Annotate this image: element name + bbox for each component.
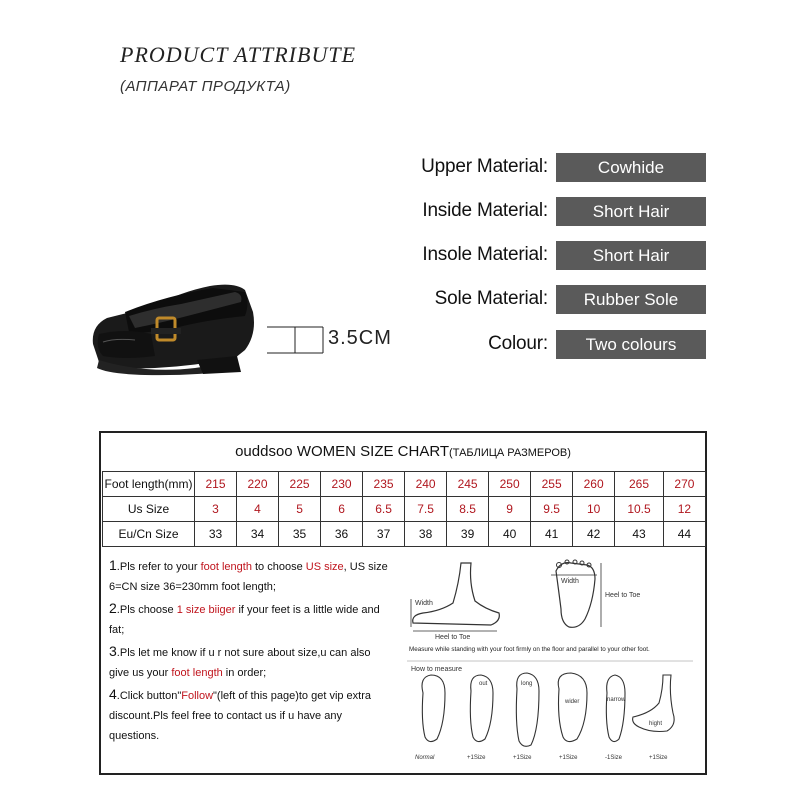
diagram-label-long: long [521, 681, 533, 687]
diagram-label-width: Width [415, 600, 433, 607]
diagram-label-wider: wider [565, 699, 580, 705]
table-cell: 34 [237, 522, 279, 547]
table-cell: 10 [573, 497, 615, 522]
attribute-label: Sole Material: [434, 288, 548, 309]
size-chart-title-en: ouddsoo WOMEN SIZE CHART [235, 443, 450, 460]
attribute-label: Inside Material: [422, 200, 548, 221]
table-row [103, 522, 706, 547]
attribute-value: Rubber Sole [556, 285, 706, 314]
note-text: "(left of this page)to get vip extra discount.Pls feel free to contact us if u have any questions. [109, 690, 372, 742]
table-cell: 255 [531, 472, 573, 497]
attribute-value: Two colours [556, 330, 706, 359]
note-2 [109, 598, 391, 640]
note-number: 4 [109, 686, 117, 702]
table-cell: 5 [279, 497, 321, 522]
table-cell: 7.5 [405, 497, 447, 522]
table-cell: 44 [663, 522, 705, 547]
top-foot-icon [556, 563, 595, 628]
note-text: to choose [251, 561, 306, 573]
attribute-row-colour [360, 330, 706, 359]
table-cell: 8.5 [447, 497, 489, 522]
table-cell: 215 [195, 472, 237, 497]
table-cell: 6.5 [363, 497, 405, 522]
table-cell: 3 [195, 497, 237, 522]
product-attribute-subtitle: (АППАРАТ ПРОДУКТА) [120, 78, 291, 95]
table-cell: 245 [447, 472, 489, 497]
table-cell: 240 [405, 472, 447, 497]
note-highlight: Follow [181, 690, 214, 702]
row-header: Us Size [103, 497, 195, 522]
attribute-row-insole-material [360, 241, 706, 270]
table-cell: 265 [615, 472, 664, 497]
diagram-caption-size: -1Size [605, 755, 623, 761]
diagram-caption-size: +1Size [467, 755, 486, 761]
shoe-image [85, 282, 260, 377]
diagram-caption-size: +1Size [559, 755, 578, 761]
table-cell: 9.5 [531, 497, 573, 522]
attribute-label: Insole Material: [422, 244, 548, 265]
table-row [103, 497, 706, 522]
size-chart [99, 431, 707, 775]
table-cell: 38 [405, 522, 447, 547]
table-cell: 230 [321, 472, 363, 497]
row-header: Eu/Cn Size [103, 522, 195, 547]
table-cell: 235 [363, 472, 405, 497]
heel-height-dimension-icon [265, 326, 325, 354]
diagram-label-out: out [479, 681, 488, 687]
note-highlight: 1 size biiger [176, 604, 236, 616]
table-row [103, 472, 706, 497]
size-notes [109, 555, 391, 747]
table-cell: 10.5 [615, 497, 664, 522]
note-text: in order; [222, 667, 267, 679]
note-text: .Click button" [116, 690, 182, 702]
table-cell: 9 [489, 497, 531, 522]
table-cell: 4 [237, 497, 279, 522]
note-number: 2 [109, 600, 117, 616]
note-text: .Pls let me know if u r not sure about size,u can also give us your [109, 647, 371, 679]
table-cell: 250 [489, 472, 531, 497]
diagram-caption-size: +1Size [649, 755, 668, 761]
table-cell: 41 [531, 522, 573, 547]
note-highlight: foot length [200, 561, 252, 573]
foot-normal-icon [422, 675, 445, 742]
product-attribute-title: PRODUCT ATTRIBUTE [120, 42, 357, 67]
size-table [102, 471, 706, 547]
note-text: .Pls refer to your [116, 561, 201, 573]
table-cell: 270 [663, 472, 705, 497]
note-text: .Pls choose [116, 604, 177, 616]
table-cell: 36 [321, 522, 363, 547]
attribute-label: Colour: [488, 333, 548, 354]
table-cell: 260 [573, 472, 615, 497]
attribute-value: Short Hair [556, 197, 706, 226]
foot-narrow-icon [606, 675, 625, 742]
attribute-value: Cowhide [556, 153, 706, 182]
foot-measure-diagram [401, 553, 701, 773]
table-cell: 12 [663, 497, 705, 522]
attribute-label: Upper Material: [421, 156, 548, 177]
attribute-row-sole-material [360, 285, 706, 314]
note-number: 3 [109, 643, 117, 659]
table-cell: 37 [363, 522, 405, 547]
side-foot-icon [413, 563, 500, 625]
attribute-row-inside-material [360, 197, 706, 226]
diagram-label-heel-to-toe: Heel to Toe [435, 634, 471, 641]
diagram-caption-size: +1Size [513, 755, 532, 761]
diagram-label-width-top: Width [561, 578, 579, 585]
attribute-value: Short Hair [556, 241, 706, 270]
table-cell: 35 [279, 522, 321, 547]
table-cell: 43 [615, 522, 664, 547]
table-cell: 40 [489, 522, 531, 547]
table-cell: 42 [573, 522, 615, 547]
table-cell: 39 [447, 522, 489, 547]
diagram-how-to: How to measure [411, 666, 462, 673]
size-chart-title [101, 443, 705, 460]
note-1 [109, 555, 391, 597]
diagram-label-hight: hight [649, 721, 663, 727]
note-highlight: foot length [171, 667, 223, 679]
note-3 [109, 641, 391, 683]
row-header: Foot length(mm) [103, 472, 195, 497]
table-cell: 33 [195, 522, 237, 547]
note-text: , US size 6=CN size 36=230mm foot length; [109, 561, 388, 593]
note-4 [109, 684, 391, 746]
note-text: if your feet is a little wide and fat; [109, 604, 380, 636]
note-number: 1 [109, 557, 117, 573]
attribute-row-upper-material [360, 153, 706, 182]
heel-height-label: 3.5CM [328, 327, 392, 349]
table-cell: 220 [237, 472, 279, 497]
diagram-caption: Measure while standing with your foot firmly on the floor and parallel to your other foot. [409, 646, 650, 653]
table-cell: 6 [321, 497, 363, 522]
diagram-caption-normal: Normal [415, 755, 435, 761]
note-highlight: US size [305, 561, 344, 573]
diagram-label-heel-to-toe-side: Heel to Toe [605, 592, 641, 599]
foot-wider-icon [558, 673, 587, 742]
size-chart-title-ru: (ТАБЛИЦА РАЗМЕРОВ) [449, 447, 571, 459]
table-cell: 225 [279, 472, 321, 497]
diagram-label-narrow: narrow [607, 697, 626, 703]
